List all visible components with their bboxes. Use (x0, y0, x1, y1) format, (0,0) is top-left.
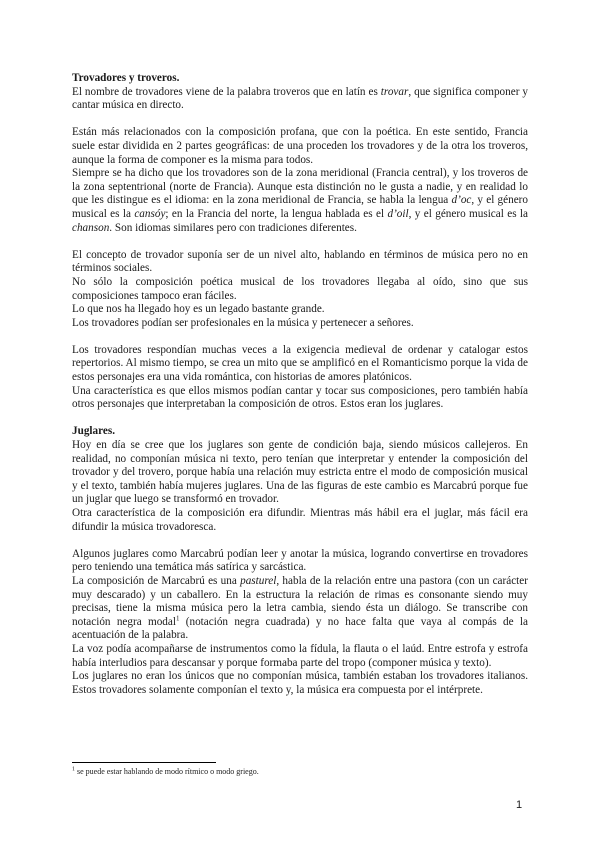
footnote-separator (72, 762, 216, 763)
paragraph: La voz podía acompañarse de instrumentos como la fídula, la flauta o el laúd. Entre estrofa y estrofa había interludios para descansar y porque formaba parte del tropo (componer música y texto). (72, 642, 528, 669)
paragraph: El concepto de trovador suponía ser de un nivel alto, hablando en términos de música pero no en términos sociales. (72, 248, 528, 275)
paragraph: Siempre se ha dicho que los trovadores son de la zona meridional (Francia central), y los troveros de la zona septentrional (norte de Francia). Aunque esta distinción no le gusta a nadie, y en realidad lo que les distingue es el idioma: en la zona meridional de Francia, se habla la lengua d’oc, y el género musical es la cansóy; en la Francia del norte, la lengua hablada es el d’oil, y el género musical es la chanson. Son idiomas similares pero con tradiciones diferentes. (72, 167, 529, 234)
section-title-juglares: Juglares. (72, 425, 115, 438)
paragraph: Algunos juglares como Marcabrú podían leer y anotar la música, logrando convertirse en trovadores pero teniendo una temática más satírica y sarcástica. (72, 547, 528, 574)
paragraph: Otra característica de la composición era difundir. Mientras más hábil era el juglar, más fácil era difundir la música trovadoresca. (72, 507, 528, 533)
footnote: $^1$ se puede estar hablando de modo rítmico o modo griego. (72, 766, 259, 776)
paragraph: El nombre de trovadores viene de la palabra troveros que en latín es trovar, que significa componer y cantar música en directo. (72, 85, 528, 112)
paragraph: Lo que nos ha llegado hoy es un legado bastante grande. (72, 303, 325, 316)
paragraph: No sólo la composición poética musical de los trovadores llegaba al oído, sino que sus composiciones tampoco eran fáciles. (72, 275, 528, 302)
paragraph: Están más relacionados con la composición profana, que con la poética. En este sentido, Francia suele estar dividida en 2 partes geográficas: de una proceden los trovadores y de la otra los troveros, aunque la forma de componer es la misma para todos. (72, 126, 528, 166)
footnote-marker: 1 (175, 614, 180, 623)
paragraph: Los juglares no eran los únicos que no componían música, también estaban los trovadores italianos. Estos trovadores solamente componían el texto y, la música era compuesta por el intérprete. (72, 670, 528, 696)
section-title-trovadores: Trovadores y troveros. (72, 72, 180, 84)
page-number: 1 (516, 799, 523, 811)
paragraph: La composición de Marcabrú es una pasturel, habla de la relación entre una pastora (con un carácter muy descarado) y un caballero. En la estructura la relación de rimas es consonante siendo muy precisas, tiene la misma música pero la letra cambia, siendo ésta un diálogo. Se transcribe con notación negra modal$^1$ (notación negra cuadrada) y no hace falta que vaya al compás de la acentuación de la palabra. (72, 574, 528, 642)
paragraph: Una característica es que ellos mismos podían cantar y tocar sus composiciones, pero también había otros personajes que interpretaban la composición de otros. Estos eran los juglares. (72, 384, 528, 411)
paragraph: Los trovadores respondían muchas veces a la exigencia medieval de ordenar y catalogar estos repertorios. Al mismo tiempo, se crea un mito que se amplificó en el Romanticismo porque la vida de estos personajes era una vida romántica, con historias de amores platónicos. (72, 343, 528, 384)
paragraph: Hoy en día se cree que los juglares son gente de condición baja, siendo músicos callejeros. En realidad, no componían música ni texto, pero tenían que interpretar y entender la composición del trovador y del trovero, porque había una relación muy estricta entre el modo de composición musical y el texto, también había mujeres juglares. Una de las figuras de este cambio es Marcabrú porque fue un juglar que luego se transformó en trovador. (72, 439, 528, 506)
paragraph: Los trovadores podían ser profesionales en la música y pertenecer a señores. (72, 316, 414, 329)
document-body (72, 72, 528, 697)
